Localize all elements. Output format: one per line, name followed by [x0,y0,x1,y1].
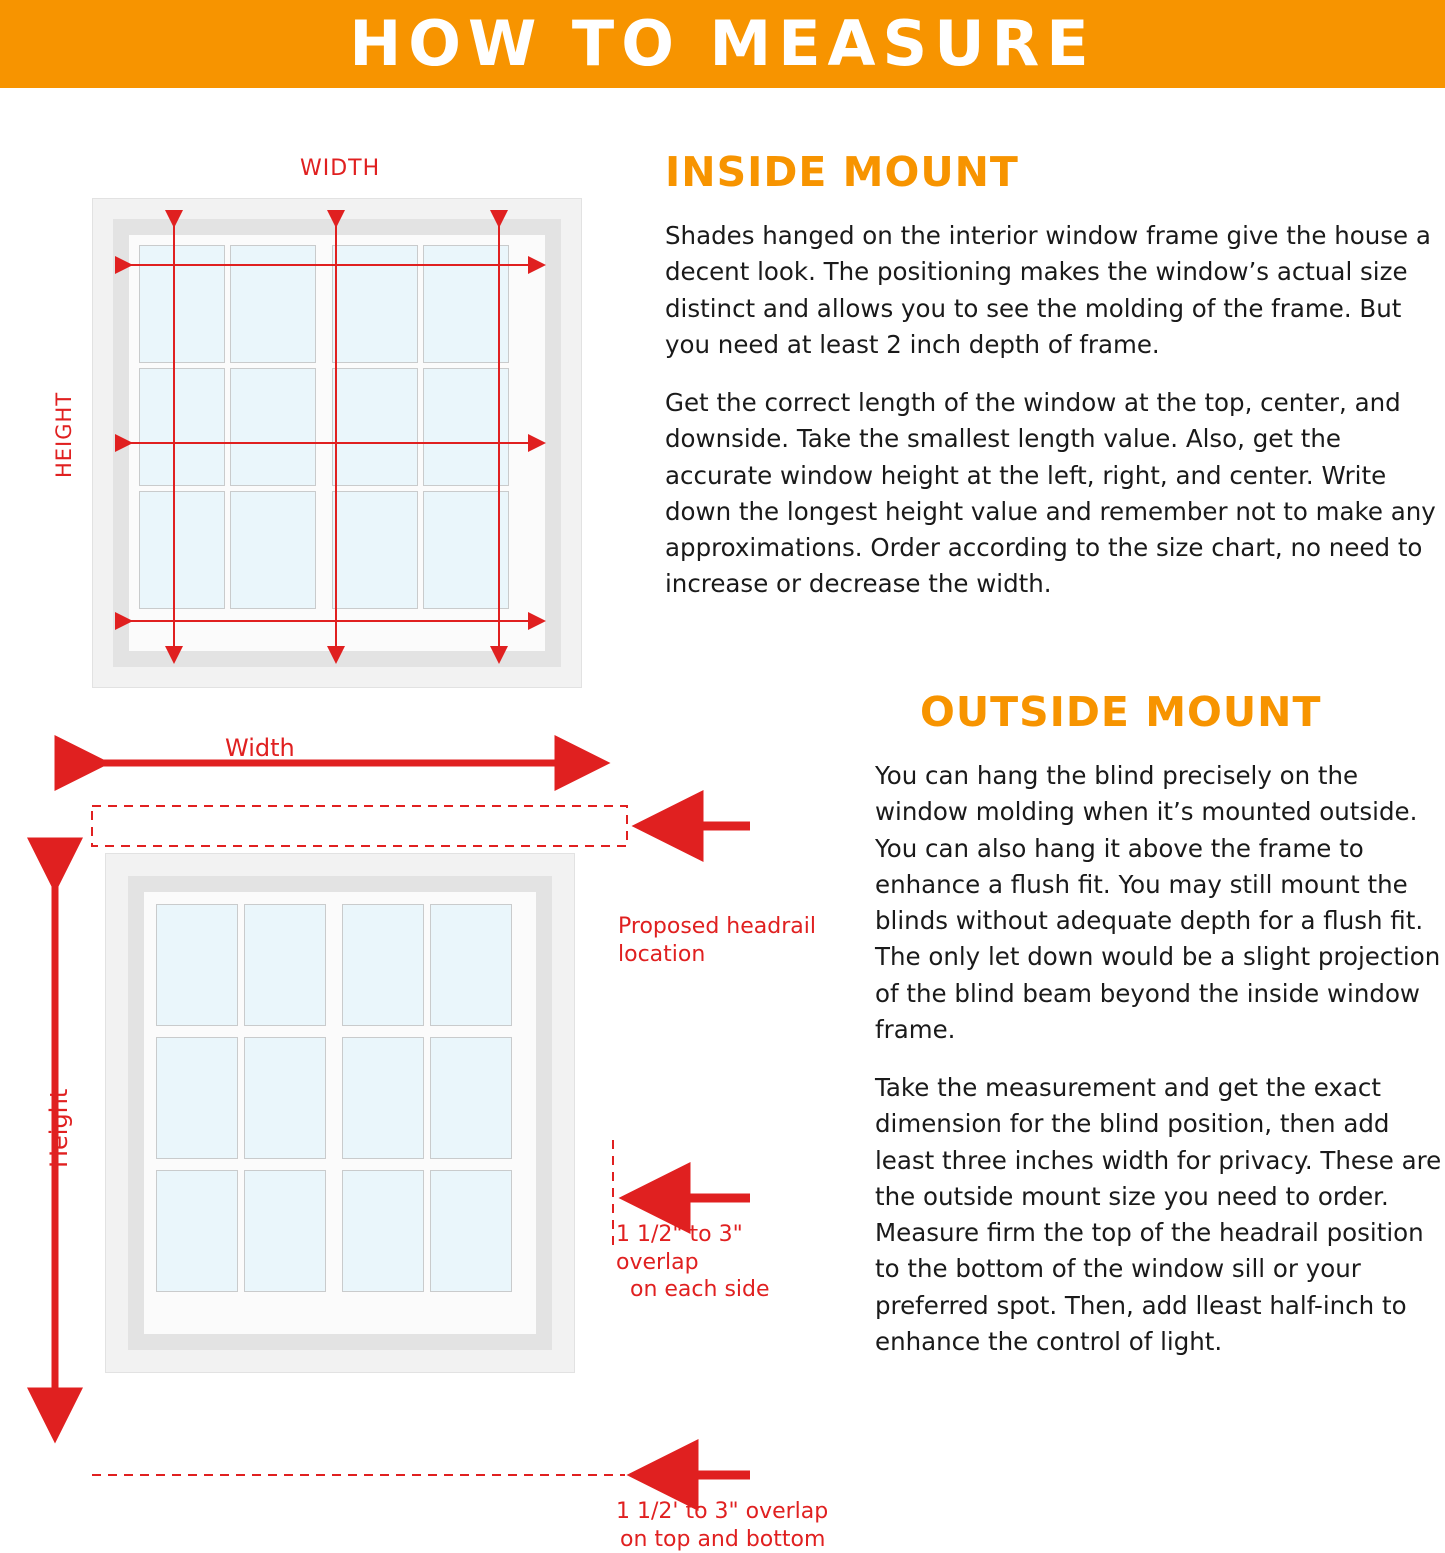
outside-width-label: Width [225,734,295,762]
topbottom-overlap-annotation [616,1498,836,1553]
outside-mount-heading: OUTSIDE MOUNT [920,688,1445,736]
inside-height-label: HEIGHT [52,392,76,478]
inside-mount-diagram [0,108,640,708]
side-overlap-line2: on each side [630,1276,770,1304]
page-header [0,0,1445,88]
topbottom-overlap-line1: 1 1/2' to 3" overlap [616,1499,828,1524]
inside-mount-paragraph-2: Get the correct length of the window at the top, center, and downside. Take the smallest length value. Also, get the accurate window height at the left, right, and center. Write down the longest height value and remember not to make any approximations. Order according to the size chart, no need to increase or decrease the width. [665,385,1440,603]
page-title: HOW TO MEASURE [349,13,1095,75]
outside-measure-arrows [0,688,640,1445]
inside-mount-section [665,148,1440,603]
outside-mount-paragraph-2: Take the measurement and get the exact dimension for the blind position, then add least three inches width for privacy. These are the outside mount size you need to order. Measure firm the top of the headrail position to the bottom of the window sill or your preferred spot. Then, add lleast half-inch to enhance the control of light. [875,1070,1445,1360]
inside-width-label: WIDTH [300,156,380,181]
side-overlap-line1: 1 1/2" to 3" overlap [616,1222,743,1275]
outside-height-label: Height [45,1089,73,1168]
headrail-annotation-line1: Proposed headrail [618,914,816,939]
outside-mount-paragraph-1: You can hang the blind precisely on the window molding when it’s mounted outside. You can also hang it above the frame to enhance a flush fit. You may still mount the blinds without adequate depth for a flush fit. The only let down would be a slight projection of the blind beam beyond the inside window frame. [875,758,1445,1048]
inside-mount-paragraph-1: Shades hanged on the interior window frame give the house a decent look. The positioning makes the window’s actual size distinct and allows you to see the molding of the frame. But you need at least 2 inch depth of frame. [665,218,1440,363]
topbottom-overlap-line2: on top and bottom [620,1526,825,1553]
outside-mount-section [875,688,1445,1360]
inside-mount-heading: INSIDE MOUNT [665,148,1440,196]
text-column [640,88,1445,1445]
diagrams-column [0,88,640,1445]
headrail-annotation-line2: location [618,942,705,967]
inside-measure-arrows [0,108,640,708]
outside-mount-diagram [0,688,640,1445]
